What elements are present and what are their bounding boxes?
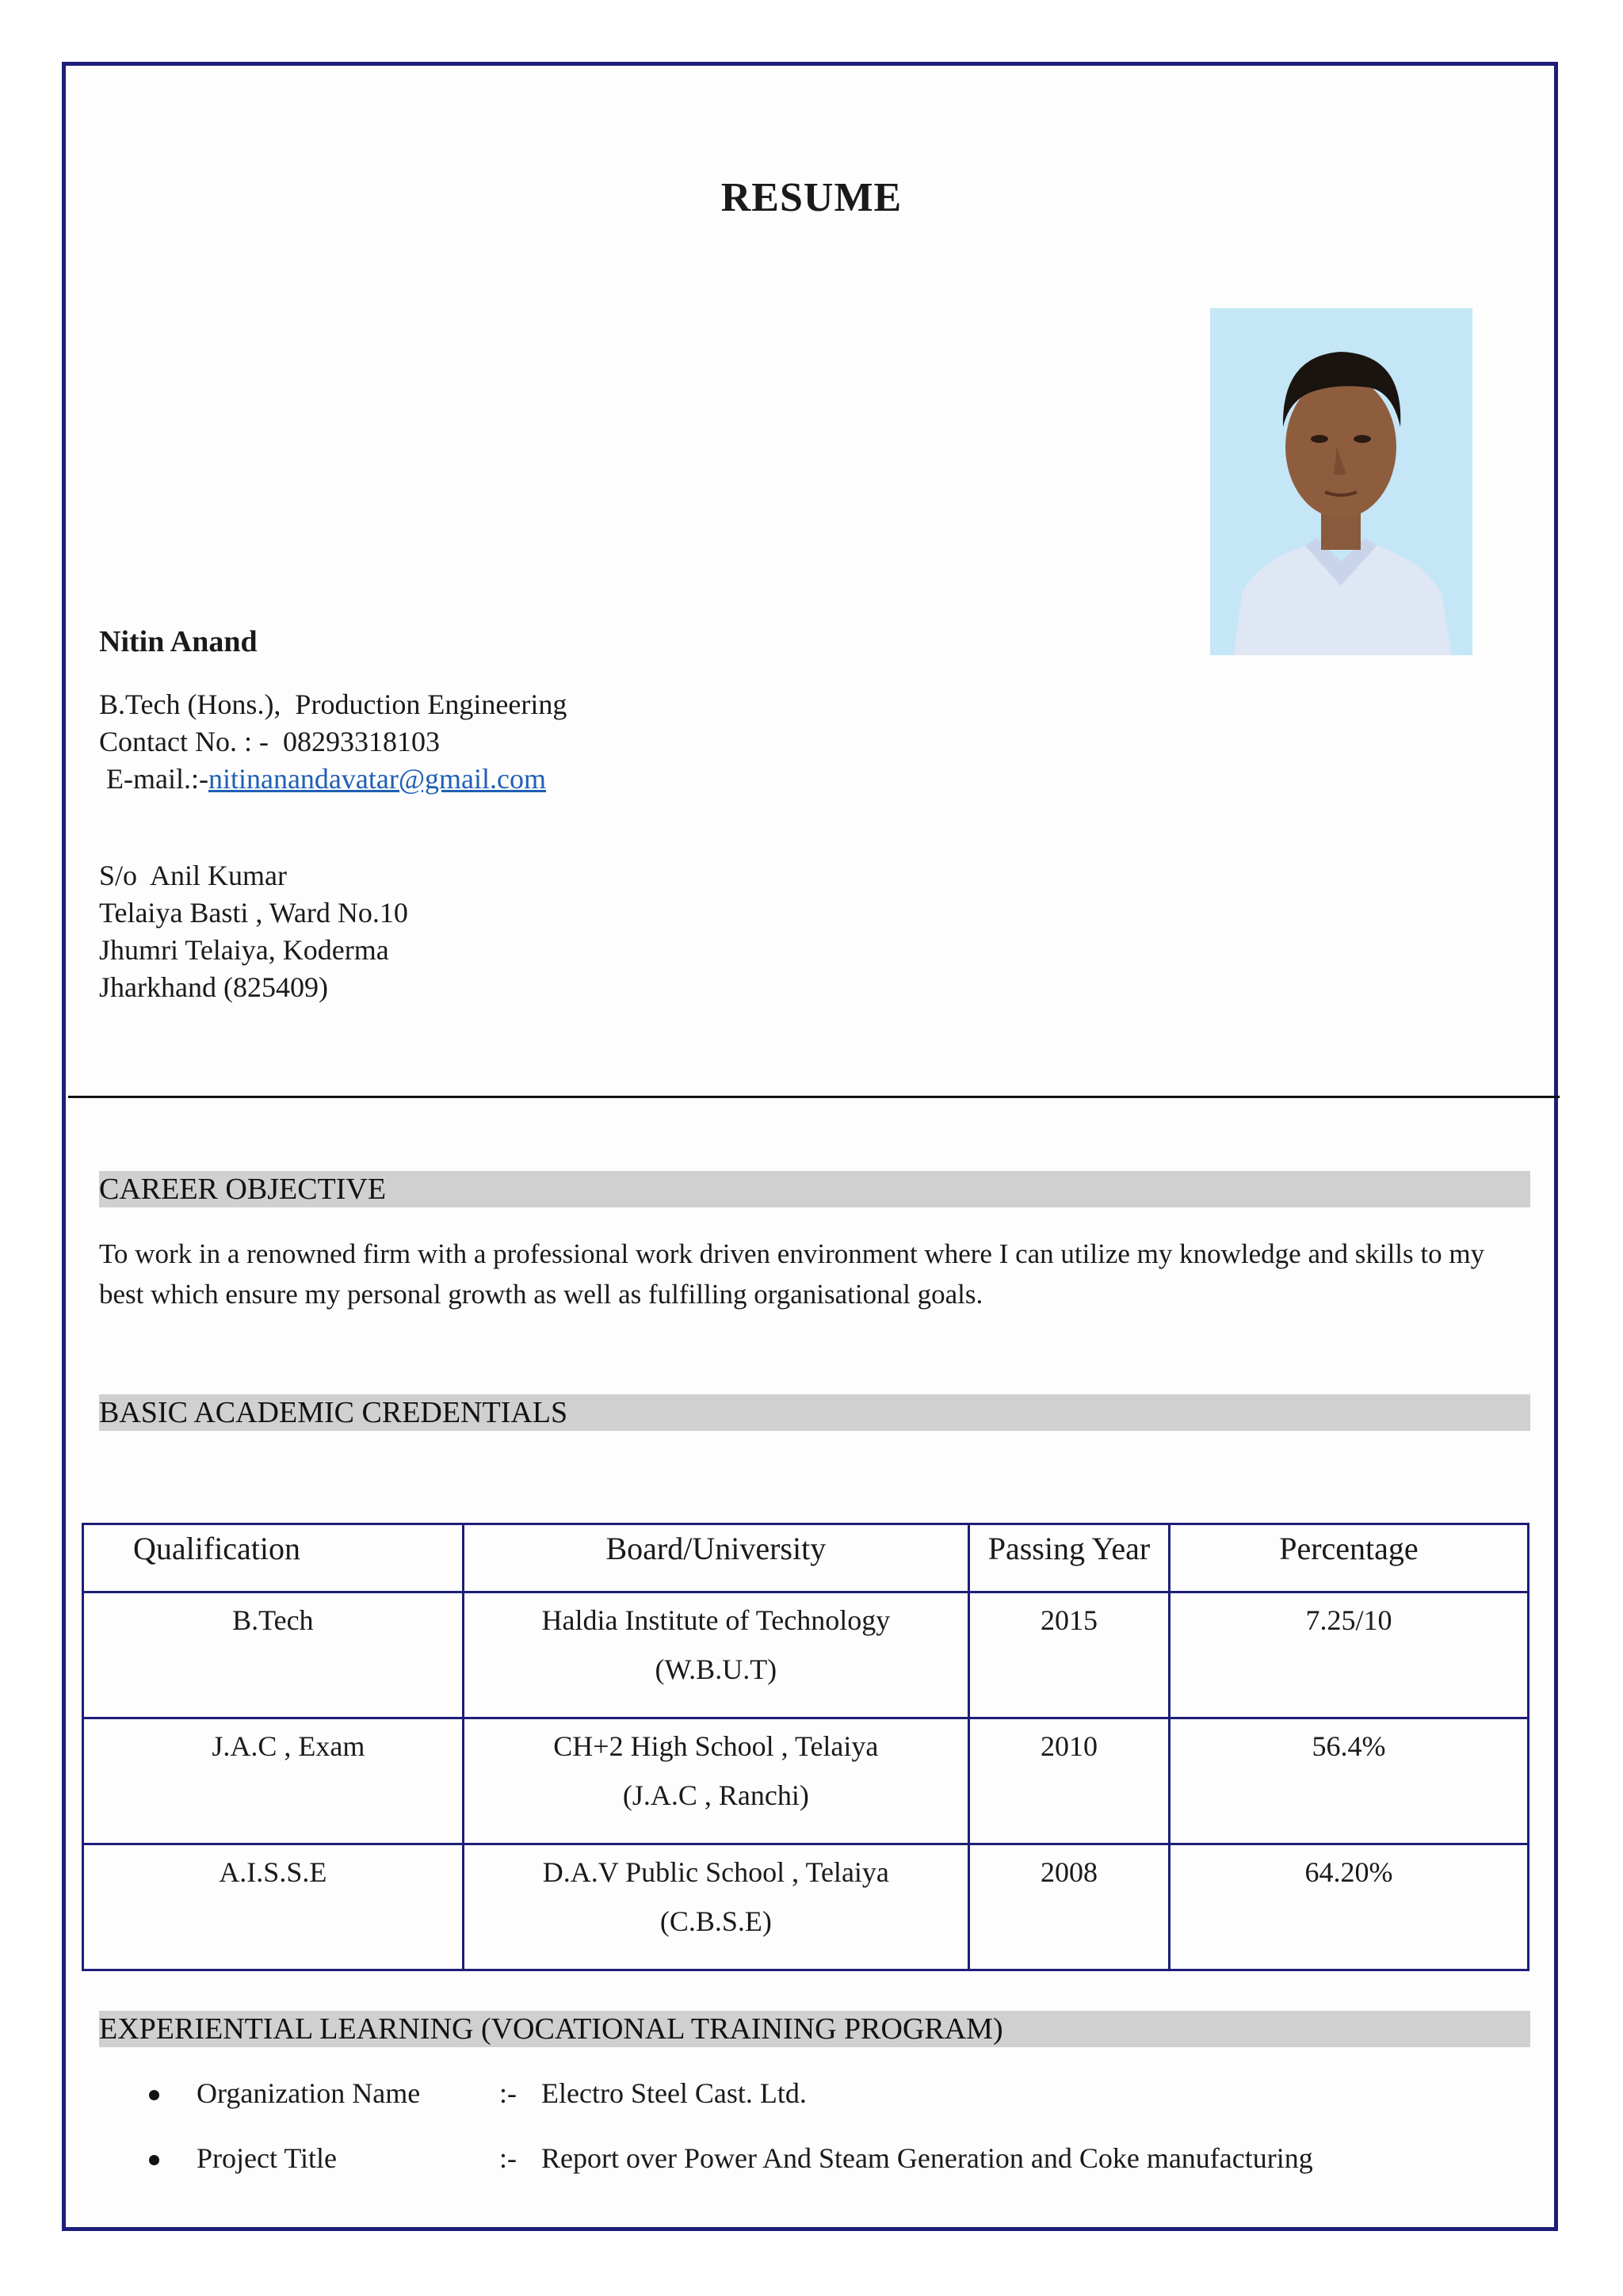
contact-info [99,686,567,798]
board-name: CH+2 High School , Telaiya [553,1730,879,1762]
item-value: Electro Steel Cast. Ltd. [541,2077,807,2109]
column-header: Qualification [83,1524,464,1592]
board-name: D.A.V Public School , Telaiya [542,1856,889,1888]
horizontal-divider [68,1096,1560,1098]
column-header: Board/University [463,1524,968,1592]
page-title: RESUME [720,175,903,220]
board-authority: (W.B.U.T) [655,1653,777,1685]
column-header: Percentage [1169,1524,1528,1592]
board-cell [463,1844,968,1970]
address-line: S/o Anil Kumar [99,860,288,891]
board-authority: (J.A.C , Ranchi) [622,1779,809,1811]
candidate-photo [1210,308,1472,655]
academic-table [82,1523,1529,1971]
board-name: Haldia Institute of Technology [541,1604,891,1636]
percentage-cell: 56.4% [1169,1718,1528,1844]
table-row [83,1718,1529,1844]
item-separator: :- [499,2142,517,2174]
bullet-icon [149,2155,159,2165]
bullet-icon [149,2090,159,2100]
portrait-image [1210,308,1472,655]
experiential-learning-heading: EXPERIENTIAL LEARNING (VOCATIONAL TRAINING PROGRAM) [99,2011,1530,2047]
email-line [99,761,567,798]
address-line: Jharkhand (825409) [99,971,328,1003]
email-label: E-mail.:- [99,763,208,795]
address-block [99,857,408,1006]
table-header-row [83,1524,1529,1592]
year-cell: 2008 [969,1844,1170,1970]
percentage-cell: 64.20% [1169,1844,1528,1970]
column-header: Passing Year [969,1524,1170,1592]
item-label: Project Title [197,2142,338,2174]
year-cell: 2015 [969,1592,1170,1718]
board-authority: (C.B.S.E) [659,1905,772,1937]
table-row [83,1844,1529,1970]
year-cell: 2010 [969,1718,1170,1844]
candidate-name: Nitin Anand [99,625,258,658]
career-objective-heading: CAREER OBJECTIVE [99,1171,1530,1207]
board-cell [463,1718,968,1844]
email-link[interactable]: nitinanandavatar@gmail.com [208,763,546,795]
qualification-cell: B.Tech [83,1592,464,1718]
degree-text: B.Tech (Hons.), Production Engineering [99,688,567,720]
address-line: Jhumri Telaiya, Koderma [99,934,389,966]
table-row [83,1592,1529,1718]
qualification-cell: J.A.C , Exam [83,1718,464,1844]
contact-number: Contact No. : - 08293318103 [99,726,440,757]
academic-credentials-heading: BASIC ACADEMIC CREDENTIALS [99,1394,1530,1431]
career-objective-text: To work in a renowned firm with a professional work driven environment where I can utilize my knowledge and skills to my best which ensure my personal growth as well as fulfilling organisational goals. [99,1238,1485,1310]
percentage-cell: 7.25/10 [1169,1592,1528,1718]
qualification-cell: A.I.S.S.E [83,1844,464,1970]
item-value: Report over Power And Steam Generation and Coke manufacturing [541,2142,1313,2174]
board-cell [463,1592,968,1718]
address-line: Telaiya Basti , Ward No.10 [99,897,408,929]
item-label: Organization Name [197,2077,421,2109]
item-separator: :- [499,2077,517,2109]
